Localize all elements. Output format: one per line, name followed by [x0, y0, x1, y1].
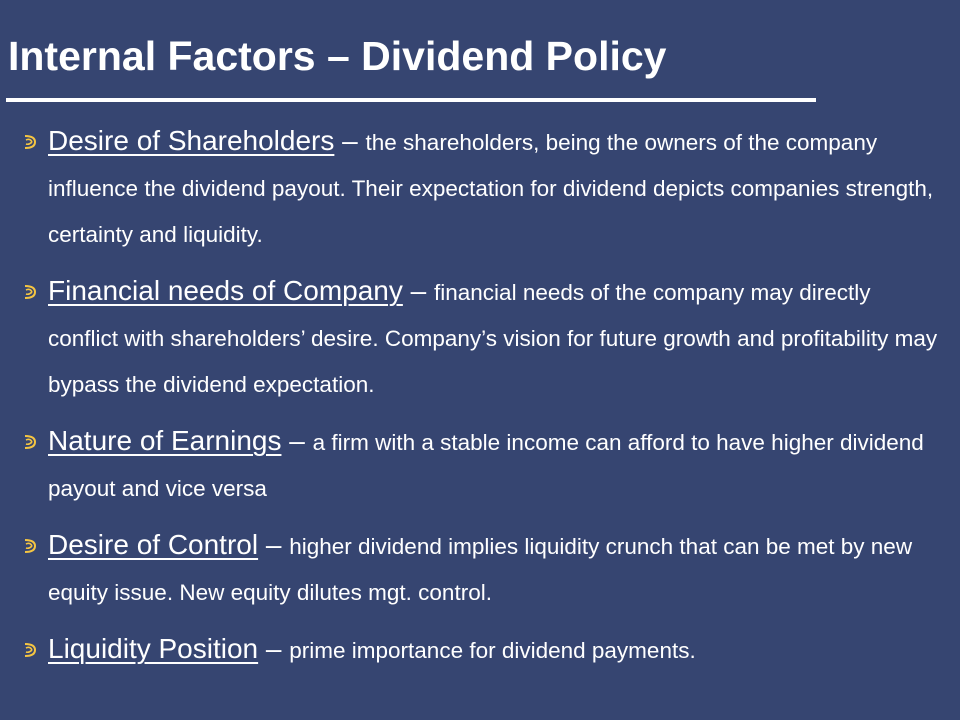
- bullet-description: a firm with a stable income can afford to have higher dividend payout and vice versa: [48, 430, 924, 501]
- fleuron-bullet-icon: [22, 284, 38, 300]
- title-underline: [6, 98, 816, 102]
- bullet-text: [48, 418, 940, 512]
- bullet-text: [48, 522, 940, 616]
- bullet-item: [22, 626, 940, 674]
- bullet-separator: –: [281, 425, 313, 456]
- fleuron-bullet-icon: [22, 434, 38, 450]
- bullet-separator: –: [258, 633, 290, 664]
- bullet-term: Desire of Control: [48, 529, 259, 560]
- bullet-description: higher dividend implies liquidity crunch that can be met by new equity issue. New equity dilutes mgt. control.: [48, 534, 913, 605]
- bullet-description: the shareholders, being the owners of the company influence the dividend payout. Their expectation for dividend depicts companies strength, certainty and liquidity.: [48, 130, 934, 247]
- bullet-term: Financial needs of Company: [48, 275, 403, 306]
- bullet-text: [48, 118, 940, 258]
- bullet-item: [22, 418, 940, 512]
- bullet-item: [22, 268, 940, 408]
- bullet-separator: –: [402, 275, 435, 306]
- bullet-text: [48, 268, 940, 408]
- bullet-description: financial needs of the company may directly conflict with shareholders’ desire. Company’s vision for future growth and profitability may bypass the dividend expectation.: [48, 280, 938, 397]
- bullet-list: [22, 118, 940, 684]
- bullet-description: prime importance for dividend payments.: [289, 638, 696, 663]
- bullet-item: [22, 522, 940, 616]
- bullet-term: Desire of Shareholders: [48, 125, 335, 156]
- bullet-separator: –: [334, 125, 366, 156]
- bullet-text: [48, 626, 940, 674]
- bullet-separator: –: [258, 529, 290, 560]
- slide-title: Internal Factors – Dividend Policy: [8, 33, 667, 79]
- fleuron-bullet-icon: [22, 642, 38, 658]
- fleuron-bullet-icon: [22, 538, 38, 554]
- bullet-item: [22, 118, 940, 258]
- bullet-term: Nature of Earnings: [48, 425, 282, 456]
- bullet-term: Liquidity Position: [48, 633, 259, 664]
- fleuron-bullet-icon: [22, 134, 38, 150]
